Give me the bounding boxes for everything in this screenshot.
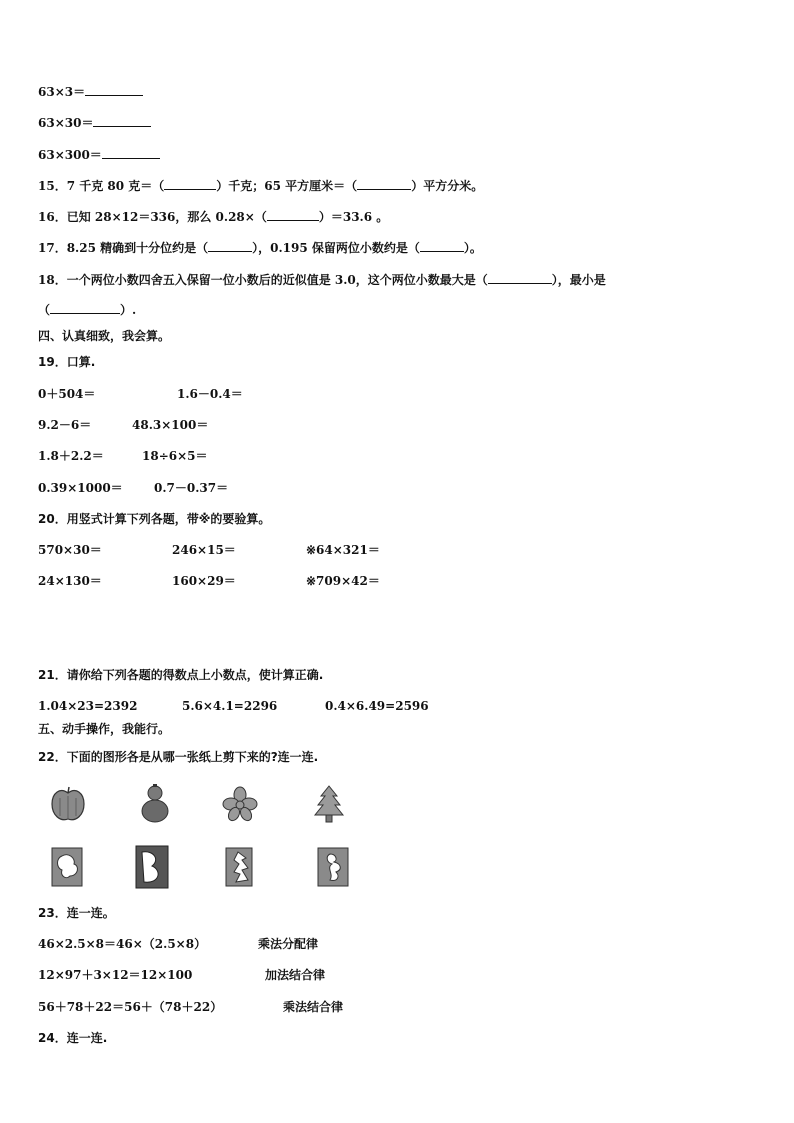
calc-item: 9.2－6＝	[38, 418, 92, 432]
calc-item: 246×15＝	[172, 543, 236, 557]
question-22-title: 22．下面的图形各是从哪一张纸上剪下来的?连一连.	[38, 750, 319, 764]
line-63x3: 63×3＝	[38, 84, 143, 100]
section-4-heading: 四、认真细致，我会算。	[38, 329, 171, 343]
calc-item: 0＋504＝	[38, 387, 96, 401]
question-23-title: 23．连一连。	[38, 906, 115, 920]
law-item[interactable]: 乘法结合律	[283, 1000, 344, 1014]
tree-icon[interactable]	[313, 784, 345, 824]
calc-item: 0.4×6.49=2596	[325, 699, 429, 713]
law-item[interactable]: 乘法分配律	[258, 937, 319, 951]
answer-blank[interactable]	[102, 148, 160, 159]
question-18-cont: （ ）.	[38, 303, 137, 317]
expression-item[interactable]: 12×97＋3×12＝12×100	[38, 968, 193, 982]
answer-blank[interactable]	[208, 241, 252, 252]
calc-item: 24×130＝	[38, 574, 102, 588]
answer-blank[interactable]	[164, 179, 216, 190]
expression-item[interactable]: 46×2.5×8＝46×（2.5×8）	[38, 937, 207, 951]
calc-item: 1.6－0.4＝	[177, 387, 243, 401]
question-19-title: 19．口算.	[38, 355, 96, 369]
answer-blank[interactable]	[85, 85, 143, 96]
calc-item: 5.6×4.1=2296	[182, 699, 278, 713]
expression-item[interactable]: 56＋78＋22＝56＋（78＋22）	[38, 1000, 223, 1014]
paper-1-icon[interactable]	[50, 846, 84, 888]
calc-item: 160×29＝	[172, 574, 236, 588]
question-16: 16．已知 28×12＝336，那么 0.28×（ ）＝33.6 。	[38, 210, 389, 224]
answer-blank[interactable]	[93, 116, 151, 127]
line-63x30: 63×30＝	[38, 115, 151, 131]
question-18: 18．一个两位小数四舍五入保留一位小数后的近似值是 3.0，这个两位小数最大是（ ），最小是	[38, 273, 606, 287]
calc-item: 1.8＋2.2＝	[38, 449, 104, 463]
calc-item: ※64×321＝	[306, 543, 380, 557]
answer-blank[interactable]	[420, 241, 464, 252]
answer-blank[interactable]	[50, 303, 120, 314]
line-63x300: 63×300＝	[38, 147, 160, 163]
flower-icon[interactable]	[222, 786, 258, 822]
gourd-icon[interactable]	[138, 784, 172, 824]
law-item[interactable]: 加法结合律	[265, 968, 326, 982]
answer-blank[interactable]	[267, 210, 319, 221]
calc-item: 1.04×23=2392	[38, 699, 138, 713]
answer-blank[interactable]	[488, 273, 552, 284]
question-20-title: 20．用竖式计算下列各题，带※的要验算。	[38, 512, 271, 526]
question-21-title: 21．请你给下列各题的得数点上小数点，使计算正确.	[38, 668, 324, 682]
paper-2-icon[interactable]	[134, 844, 170, 890]
apple-icon[interactable]	[48, 784, 88, 824]
calc-item: 18÷6×5＝	[142, 449, 208, 463]
calc-item: ※709×42＝	[306, 574, 380, 588]
calc-item: 48.3×100＝	[132, 418, 209, 432]
calc-item: 0.7－0.37＝	[154, 481, 229, 495]
paper-4-icon[interactable]	[316, 846, 350, 888]
question-17: 17．8.25 精确到十分位约是（ ），0.195 保留两位小数约是（ ）。	[38, 241, 482, 255]
calc-item: 570×30＝	[38, 543, 102, 557]
question-24-title: 24．连一连.	[38, 1031, 108, 1045]
question-15: 15．7 千克 80 克＝（ ）千克；65 平方厘米＝（ ）平方分米。	[38, 179, 484, 193]
paper-3-icon[interactable]	[224, 846, 254, 888]
answer-blank[interactable]	[357, 179, 411, 190]
section-5-heading: 五、动手操作，我能行。	[38, 722, 171, 736]
calc-item: 0.39×1000＝	[38, 481, 123, 495]
